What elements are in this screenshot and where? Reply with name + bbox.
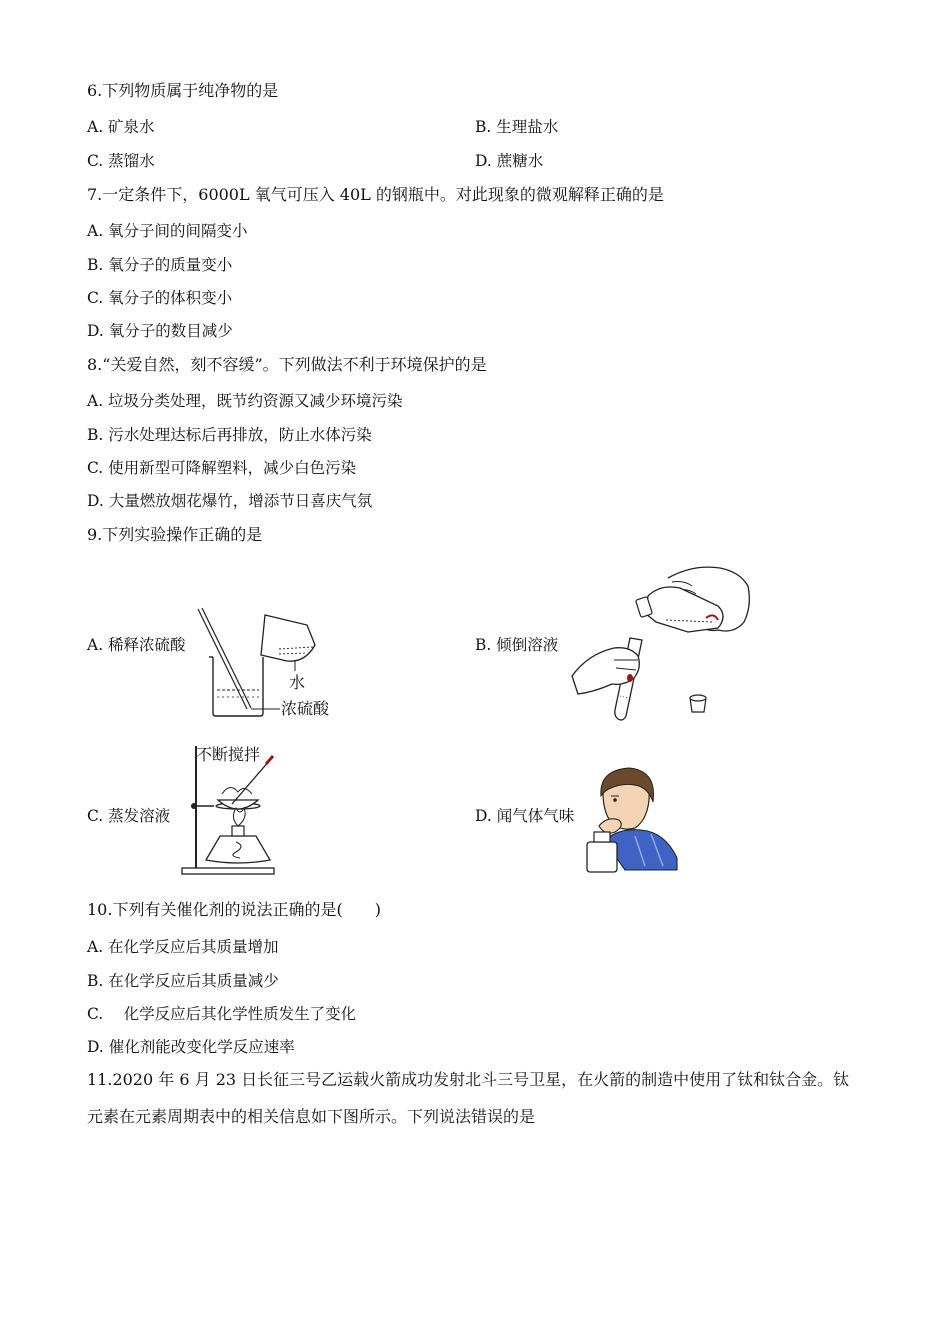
- q11-stem-line1: 11.2020 年 6 月 23 日长征三号乙运载火箭成功发射北斗三号卫星，在火箭的制造中使用了钛和钛合金。钛: [87, 1070, 850, 1089]
- q8-stem: 8.“关爱自然，刻不容缓”。下列做法不利于环境保护的是: [87, 355, 487, 374]
- evaporate-solution-figure: [180, 742, 280, 877]
- q9-option-d: D. 闻气体气味: [475, 807, 575, 825]
- fig-a-acid-label: 浓硫酸: [281, 699, 330, 718]
- q8-option-b: B. 污水处理达标后再排放，防止水体污染: [87, 426, 372, 444]
- q6-option-c: C. 蒸馏水: [87, 152, 155, 170]
- q6-option-b: B. 生理盐水: [475, 118, 559, 136]
- q6-stem: 6.下列物质属于纯净物的是: [87, 81, 279, 100]
- q11-stem-line2: 元素在元素周期表中的相关信息如下图所示。下列说法错误的是: [87, 1107, 536, 1126]
- fig-c-stir-label: 不断搅拌: [196, 745, 261, 764]
- q8-option-d: D. 大量燃放烟花爆竹，增添节日喜庆气氛: [87, 492, 373, 510]
- q7-option-c: C. 氧分子的体积变小: [87, 289, 233, 307]
- fig-a-water-label: 水: [289, 673, 306, 692]
- q9-stem: 9.下列实验操作正确的是: [87, 525, 263, 544]
- q8-option-a: A. 垃圾分类处理，既节约资源又减少环境污染: [87, 392, 403, 410]
- q7-option-d: D. 氧分子的数目减少: [87, 322, 233, 340]
- q6-option-d: D. 蔗糖水: [475, 152, 544, 170]
- q6-option-a: A. 矿泉水: [87, 118, 155, 136]
- smell-gas-figure: [585, 766, 680, 874]
- q10-option-b: B. 在化学反应后其质量减少: [87, 972, 279, 990]
- q10-option-c: C. 化学反应后其化学性质发生了变化: [87, 1005, 357, 1023]
- q8-option-c: C. 使用新型可降解塑料，减少白色污染: [87, 459, 357, 477]
- q7-option-b: B. 氧分子的质量变小: [87, 256, 233, 274]
- q10-option-a: A. 在化学反应后其质量增加: [87, 938, 279, 956]
- q10-stem: 10.下列有关催化剂的说法正确的是( ): [87, 900, 381, 919]
- pour-solution-figure: [568, 556, 753, 721]
- dilute-sulfuric-acid-figure: [195, 605, 345, 720]
- q9-option-c: C. 蒸发溶液: [87, 807, 171, 825]
- q10-option-d: D. 催化剂能改变化学反应速率: [87, 1038, 295, 1056]
- q7-option-a: A. 氧分子间的间隔变小: [87, 222, 248, 240]
- q7-stem: 7.一定条件下，6000L 氧气可压入 40L 的钢瓶中。对此现象的微观解释正确的是: [87, 185, 664, 204]
- q9-option-a: A. 稀释浓硫酸: [87, 636, 186, 654]
- q9-option-b: B. 倾倒溶液: [475, 636, 559, 654]
